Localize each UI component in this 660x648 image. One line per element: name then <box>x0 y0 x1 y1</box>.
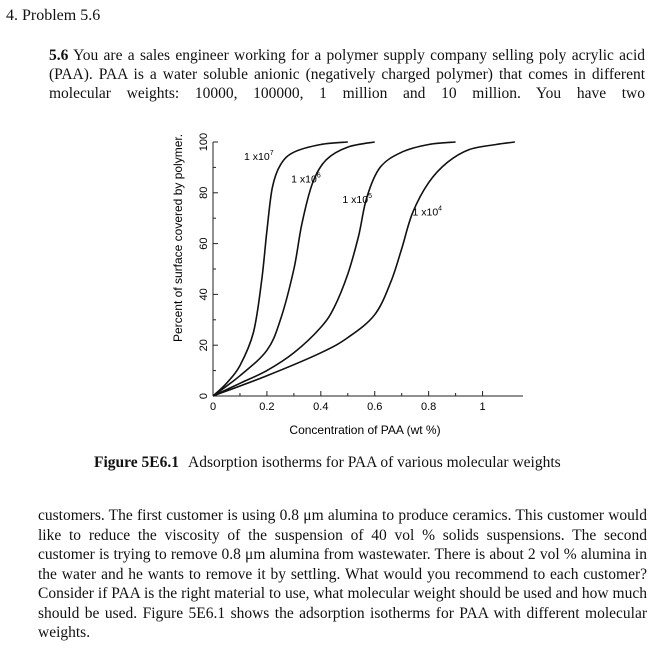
adsorption-isotherm-chart <box>160 128 560 448</box>
x-tick-label: 0.8 <box>421 401 437 413</box>
problem-statement-text: You are a sales engineer working for a polymer supply company selling poly acrylic acid (PAA). PAA is a water soluble anionic (negatively charged polymer) that comes in different molecular weights: 10000, 100000, 1 million and 10 million. You have two <box>49 47 645 102</box>
x-axis-label: Concentration of PAA (wt %) <box>289 423 441 437</box>
series-label-5: 1 $x10^5$ <box>342 192 372 206</box>
chart-series-lines <box>213 142 515 396</box>
x-tick-label: 0.2 <box>259 401 275 413</box>
y-tick-label: 60 <box>197 237 210 250</box>
series-line-4 <box>213 142 515 396</box>
problem-heading: 4. Problem 5.6 <box>6 7 101 24</box>
series-label-7: 1 $x10^7$ <box>244 149 274 163</box>
problem-continuation: customers. The first customer is using 0.8 μm alumina to produce ceramics. This customer would like to reduce the viscosity of the suspension of 40 vol % solids suspensions. The second customer is trying to remove 0.8 μm alumina from wastewater. There is about 2 vol % alumina in the water and he wants to remove it by settling. What would you recommend to each customer? Consider if PAA is the right material to use, what molecular weight should be used and how much should be used. Figure 5E6.1 shows the adsorption isotherms for PAA with different molecular weights. <box>38 507 647 641</box>
y-tick-label: 40 <box>197 288 210 301</box>
y-tick-label: 80 <box>197 186 210 199</box>
series-line-7 <box>213 142 348 396</box>
problem-number: 5.6 <box>49 47 69 64</box>
figure-caption <box>94 454 561 472</box>
y-axis-label: Percent of surface covered by polymer. <box>171 133 185 343</box>
y-tick-label: 0 <box>197 392 210 400</box>
x-tick-label: 0 <box>209 401 217 413</box>
series-label-6: 1 $x10^6$ <box>291 172 321 186</box>
x-tick-label: 0.6 <box>367 401 383 413</box>
series-label-4: 1 $x10^4$ <box>412 205 443 219</box>
x-tick-label: 1 <box>479 401 486 413</box>
y-tick-label: 20 <box>197 339 210 352</box>
figure-caption-text: Adsorption isotherms for PAA of various molecular weights <box>188 454 561 471</box>
series-line-5 <box>213 142 456 396</box>
x-tick-label: 0.4 <box>313 401 329 413</box>
y-tick-label: 100 <box>197 132 210 152</box>
y-axis-ticks <box>198 133 218 399</box>
problem-statement <box>49 46 645 103</box>
figure-label: Figure 5E6.1 <box>94 454 179 471</box>
x-axis-ticks <box>210 391 486 413</box>
